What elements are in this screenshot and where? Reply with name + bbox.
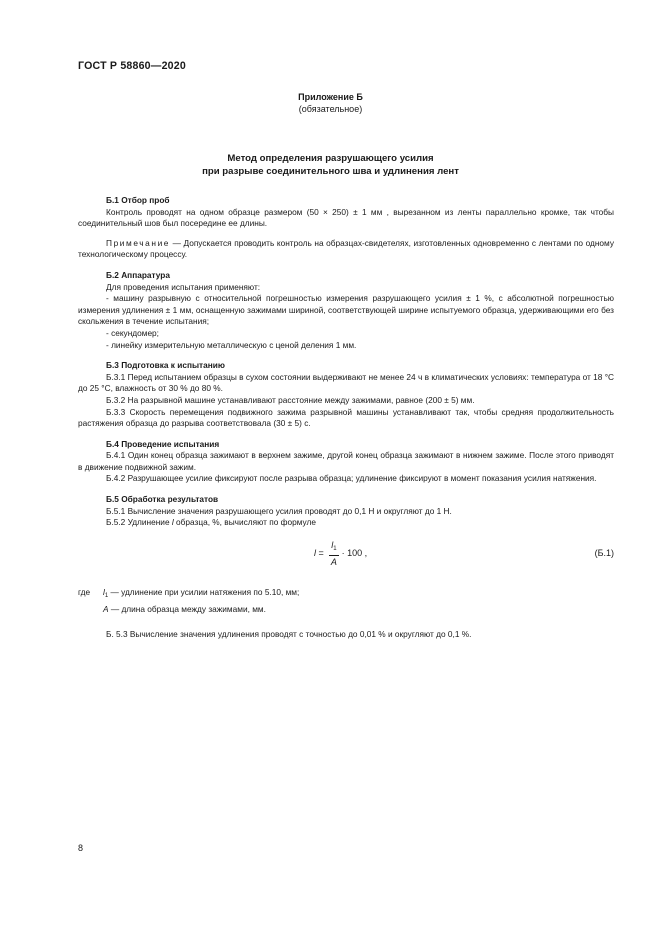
section-b5-heading: Б.5 Обработка результатов bbox=[106, 494, 219, 505]
where-word: где bbox=[78, 586, 91, 597]
note-label: Примечание bbox=[106, 237, 171, 248]
section-b5-p2 bbox=[78, 517, 614, 529]
document-code: ГОСТ Р 58860—2020 bbox=[78, 60, 186, 72]
section-b1-heading: Б.1 Отбор проб bbox=[106, 195, 170, 205]
section-b2-item-stopwatch: - секундомер; bbox=[106, 327, 159, 338]
formula-lhs: l bbox=[314, 547, 316, 558]
section-b1-paragraph: Контроль проводят на одном образце размером (50 × 250) ± 1 мм , вырезанном из ленты параллельно кромке, так чтобы соединительный шов был посередине ее длины. bbox=[78, 206, 614, 229]
title-line-1: Метод определения разрушающего усилия bbox=[227, 153, 434, 164]
section-b3-p2: Б.3.2 На разрывной машине устанавливают расстояние между зажимами, равное (200 ± 5) мм. bbox=[106, 394, 475, 405]
section-b2-item-ruler: - линейку измерительную металлическую с ценой деления 1 мм. bbox=[106, 339, 357, 350]
definition-row bbox=[78, 587, 614, 604]
definition-a bbox=[103, 604, 266, 616]
annex-title: Приложение Б bbox=[298, 92, 363, 102]
section-b2-intro: Для проведения испытания применяют: bbox=[106, 281, 261, 292]
formula-numerator bbox=[329, 539, 338, 556]
section-b1-note bbox=[78, 238, 614, 261]
p2-end: образца, %, вычисляют по формуле bbox=[173, 517, 316, 528]
annex-method-title bbox=[0, 152, 661, 178]
equation-number: (Б.1) bbox=[594, 547, 614, 558]
section-b4-heading: Б.4 Проведение испытания bbox=[106, 438, 220, 449]
title-line-2: при разрыве соединительного шва и удлинения лент bbox=[202, 166, 459, 177]
section-b4-p1: Б.4.1 Один конец образца зажимают в верхнем зажиме, другой конец образца зажимают в нижнем зажиме. После этого приводят в движение подвижной зажим. bbox=[78, 450, 614, 472]
def1-var: l bbox=[103, 586, 105, 597]
section-b5-p1: Б.5.1 Вычисление значения разрушающего усилия проводят до 0,1 Н и округляют до 1 Н. bbox=[106, 505, 452, 516]
formula-fraction bbox=[329, 539, 338, 568]
formula-b1 bbox=[78, 537, 614, 577]
section-b3-p1: Б.3.1 Перед испытанием образцы в сухом состоянии выдерживают не менее 24 ч в климатических условиях: температура от 18 °С до 25 °С, влажность от 30 % до 80 %. bbox=[78, 371, 614, 394]
def1-text: — удлинение при усилии натяжения по 5.10, мм; bbox=[108, 586, 300, 597]
annex-heading bbox=[0, 91, 661, 115]
formula-tail: , bbox=[362, 547, 368, 558]
document-body bbox=[78, 195, 614, 640]
formula-definitions bbox=[78, 587, 614, 621]
numerator-var: l bbox=[331, 539, 334, 550]
note-text: — Допускается проводить контроль на образцах-свидетелях, изготовленных одновременно с лентами по одному технологическому процессу. bbox=[78, 237, 614, 260]
section-b2-item-machine: - машину разрывную с относительной погрешностью измерения разрушающего усилия ± 1 %, с абсолютной погрешностью измерения удлинения ± 1 мм, оснащенную зажимами шириной, соответствующей ширине испытуемого образца, удерживающими его без скольжения в течение испытания; bbox=[78, 293, 614, 327]
definition-row bbox=[78, 604, 614, 621]
formula-expression bbox=[314, 539, 367, 568]
formula-multiplier: · 100 bbox=[341, 547, 363, 558]
formula-denominator: A bbox=[330, 556, 337, 567]
page-number: 8 bbox=[78, 843, 84, 853]
def2-text: — длина образца между зажимами, мм. bbox=[108, 603, 266, 614]
annex-subtitle: (обязательное) bbox=[298, 104, 363, 114]
p2-var: l bbox=[171, 517, 174, 528]
formula-equals: = bbox=[316, 547, 327, 558]
section-b2-heading: Б.2 Аппаратура bbox=[106, 269, 170, 280]
definition-l1 bbox=[103, 587, 299, 603]
def2-var: A bbox=[103, 603, 109, 614]
def1-sub: 1 bbox=[104, 592, 109, 599]
numerator-sub: 1 bbox=[333, 545, 337, 552]
section-b3-p3: Б.3.3 Скорость перемещения подвижного зажима разрывной машины устанавливают так, чтобы средняя продолжительность растяжения образца до разрыва соответствовала (30 ± 5) с. bbox=[78, 406, 614, 429]
section-b5-p3: Б. 5.3 Вычисление значения удлинения проводят с точностью до 0,01 % и округляют до 0,1 %. bbox=[106, 628, 472, 639]
section-b3-heading: Б.3 Подготовка к испытанию bbox=[106, 360, 225, 371]
p2-start: Б.5.2 Удлинение bbox=[106, 517, 172, 528]
section-b4-p2: Б.4.2 Разрушающее усилие фиксируют после разрыва образца; удлинение фиксируют в момент показания усилия натяжения. bbox=[106, 473, 597, 484]
